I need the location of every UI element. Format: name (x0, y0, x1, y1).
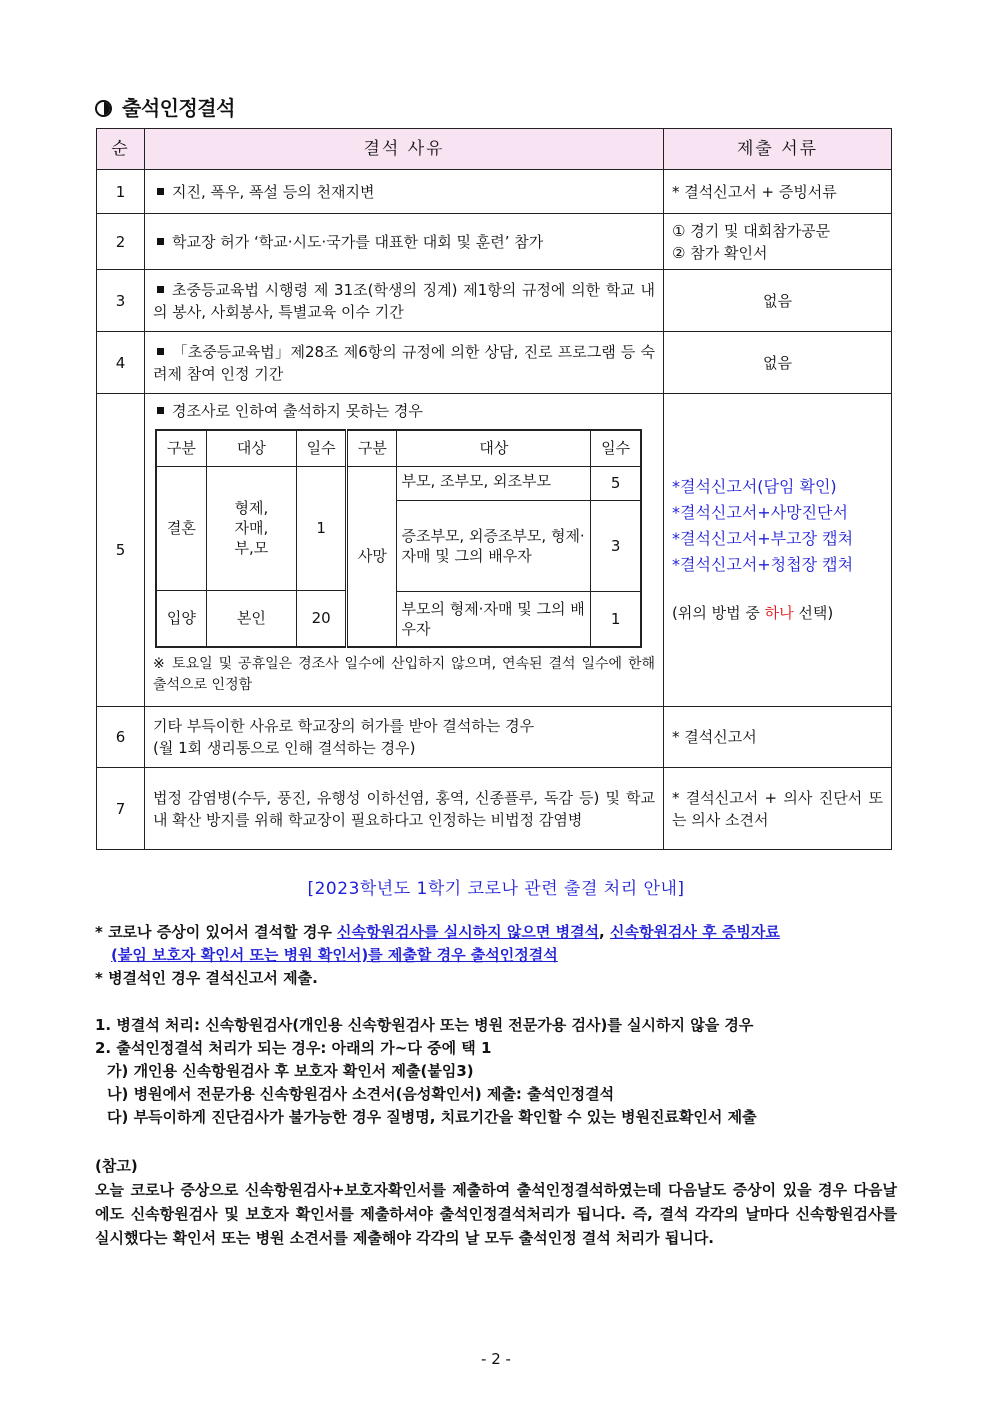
bullet-1-prefix: * 코로나 증상이 있어서 결석할 경우 (95, 923, 338, 941)
row-num: 4 (97, 332, 145, 394)
item-1: 1. 병결석 처리: 신속항원검사(개인용 신속항원검사 또는 병원 전문가용 검사)를 실시하지 않을 경우 (95, 1016, 754, 1034)
header-reason: 결석 사유 (145, 129, 664, 170)
doc-line: ② 참가 확인서 (672, 243, 768, 262)
row-reason-text: 학교장 허가 ‘학교·시도·국가를 대표한 대회 및 훈련’ 참가 (172, 232, 544, 251)
table-row (97, 170, 892, 214)
half-circle-icon (95, 100, 112, 117)
table-header-row (97, 129, 892, 170)
covid-guide-title: [2023학년도 1학기 코로나 관련 출결 처리 안내] (307, 879, 685, 899)
marriage-type: 결혼 (156, 466, 206, 590)
death-days: 3 (591, 500, 641, 591)
row5-docs (664, 394, 892, 707)
table-row (97, 768, 892, 850)
header-num: 순 (97, 129, 145, 170)
row-num: 2 (97, 214, 145, 270)
row-reason (145, 332, 664, 394)
row-docs: 없음 (664, 332, 892, 394)
inner-header: 대상 (206, 430, 296, 466)
bullet-1 (95, 921, 895, 944)
table-row (97, 270, 892, 332)
reference-title: (참고) (95, 1157, 138, 1175)
section-title (95, 92, 235, 121)
item-2-sub-c: 다) 부득이하게 진단검사가 불가능한 경우 질병명, 치료기간을 확인할 수 있는 병원진료확인서 제출 (107, 1108, 757, 1126)
row-docs: * 결석신고서 (664, 707, 892, 768)
choice-prefix: (위의 방법 중 (672, 604, 765, 622)
adoption-target: 본인 (206, 590, 296, 647)
death-target: 부모, 조부모, 외조부모 (397, 466, 591, 500)
doc-option: *결석신고서+청첩장 캡쳐 (672, 555, 854, 574)
row-docs (664, 214, 892, 270)
marriage-days: 1 (297, 466, 347, 590)
item-2-sub-a: 가) 개인용 신속항원검사 후 보호자 확인서 제출(붙임3) (107, 1062, 474, 1080)
choice-highlight: 하나 (764, 604, 794, 622)
row-reason (145, 170, 664, 214)
row-num: 5 (97, 394, 145, 707)
bullet-1-link-1: 신속항원검사를 실시하지 않으면 병결석 (337, 923, 600, 941)
bullet-1-link-2: 신속항원검사 후 증빙자료 (609, 923, 780, 941)
row-reason (145, 270, 664, 332)
bullet-square-icon (157, 286, 164, 293)
row-reason (145, 394, 664, 707)
row-reason (145, 214, 664, 270)
death-days: 5 (591, 466, 641, 500)
row-num: 1 (97, 170, 145, 214)
marriage-target: 형제, 자매, 부,모 (206, 466, 296, 590)
row-reason-text: 지진, 폭우, 폭설 등의 천재지변 (172, 182, 375, 201)
inner-row (156, 466, 641, 500)
row-reason-text: 「초중등교육법」제28조 제6항의 규정에 의한 상담, 진로 프로그램 등 숙려제 참여 인정 기간 (153, 342, 655, 383)
row-docs: 없음 (664, 270, 892, 332)
row-num: 7 (97, 768, 145, 850)
death-type: 사망 (347, 466, 397, 647)
bullet-1-sep: , (599, 923, 610, 941)
death-target: 증조부모, 외증조부모, 형제·자매 및 그의 배우자 (397, 500, 591, 591)
doc-option: *결석신고서+사망진단서 (672, 503, 848, 522)
row-num: 3 (97, 270, 145, 332)
choice-note (672, 600, 883, 626)
choice-suffix: 선택) (793, 604, 834, 622)
inner-header: 일수 (591, 430, 641, 466)
row-reason-text: 초중등교육법 시행령 제 31조(학생의 징계) 제1항의 규정에 의한 학교 내의 봉사, 사회봉사, 특별교육 이수 기간 (153, 280, 655, 321)
reference-block (95, 1154, 897, 1250)
item-2: 2. 출석인정결석 처리가 되는 경우: 아래의 가~다 중에 택 1 (95, 1039, 492, 1057)
row-reason: 법정 감염병(수두, 풍진, 유행성 이하선염, 홍역, 신종플루, 독감 등) 및 학교내 확산 방지를 위해 학교장이 필요하다고 인정하는 비법정 감염병 (145, 768, 664, 850)
adoption-type: 입양 (156, 590, 206, 647)
row-docs: * 결석신고서 + 증빙서류 (664, 170, 892, 214)
adoption-days: 20 (297, 590, 347, 647)
inner-header-row (156, 430, 641, 466)
table-row (97, 707, 892, 768)
item-2-sub-b: 나) 병원에서 전문가용 신속항원검사 소견서(음성확인서) 제출: 출석인정결석 (107, 1085, 615, 1103)
reason-line: 기타 부득이한 사유로 학교장의 허가를 받아 결석하는 경우 (153, 717, 535, 735)
inner-header: 대상 (397, 430, 591, 466)
inner-header: 구분 (156, 430, 206, 466)
death-target: 부모의 형제·자매 및 그의 배우자 (397, 591, 591, 647)
family-event-table (155, 429, 642, 648)
inner-header: 구분 (347, 430, 397, 466)
row-num: 6 (97, 707, 145, 768)
death-days: 1 (591, 591, 641, 647)
header-docs: 제출 서류 (664, 129, 892, 170)
absence-table (96, 128, 892, 850)
bullet-square-icon (157, 407, 164, 414)
row5-note: ※ 토요일 및 공휴일은 경조사 일수에 산입하지 않으며, 연속된 결석 일수에 한해 출석으로 인정함 (153, 656, 655, 693)
covid-bullets (95, 921, 895, 990)
reference-body: 오늘 코로나 증상으로 신속항원검사+보호자확인서를 제출하여 출석인정결석하였는데 다음날도 증상이 있을 경우 다음날에도 신속항원검사 및 보호자 확인서를 제출하셔야 출석인정결석처리가 됩니다. 즉, 결석 각각의 날마다 신속항원검사를 실시했다는 확인서 또는 병원 소견서를 제출해야 각각의 날 모두 출석인정 결석 처리가 됩니다. (95, 1181, 897, 1247)
bullet-square-icon (157, 238, 164, 245)
inner-header: 일수 (297, 430, 347, 466)
doc-line: ① 경기 및 대회참가공문 (672, 221, 831, 240)
doc-option: *결석신고서(담임 확인) (672, 477, 837, 496)
section-title-text: 출석인정결석 (122, 96, 235, 120)
row5-heading (153, 400, 655, 422)
table-row (97, 394, 892, 707)
bullet-1-cont (95, 944, 895, 967)
bullet-square-icon (157, 188, 164, 195)
page-number: - 2 - (481, 1350, 511, 1368)
row-reason-text: 경조사로 인하여 출석하지 못하는 경우 (172, 402, 423, 420)
bullet-2: * 병결석인 경우 결석신고서 제출. (95, 969, 318, 987)
bullet-square-icon (157, 348, 164, 355)
bullet-1-link-2-cont: (붙임 보호자 확인서 또는 병원 확인서)를 제출할 경우 출석인정결석 (111, 946, 558, 964)
table-row (97, 214, 892, 270)
covid-items (95, 1014, 895, 1129)
row-docs: * 결석신고서 + 의사 진단서 또는 의사 소견서 (664, 768, 892, 850)
doc-option: *결석신고서+부고장 캡쳐 (672, 529, 854, 548)
table-row (97, 332, 892, 394)
reason-line: (월 1회 생리통으로 인해 결석하는 경우) (153, 739, 416, 757)
row-reason (145, 707, 664, 768)
